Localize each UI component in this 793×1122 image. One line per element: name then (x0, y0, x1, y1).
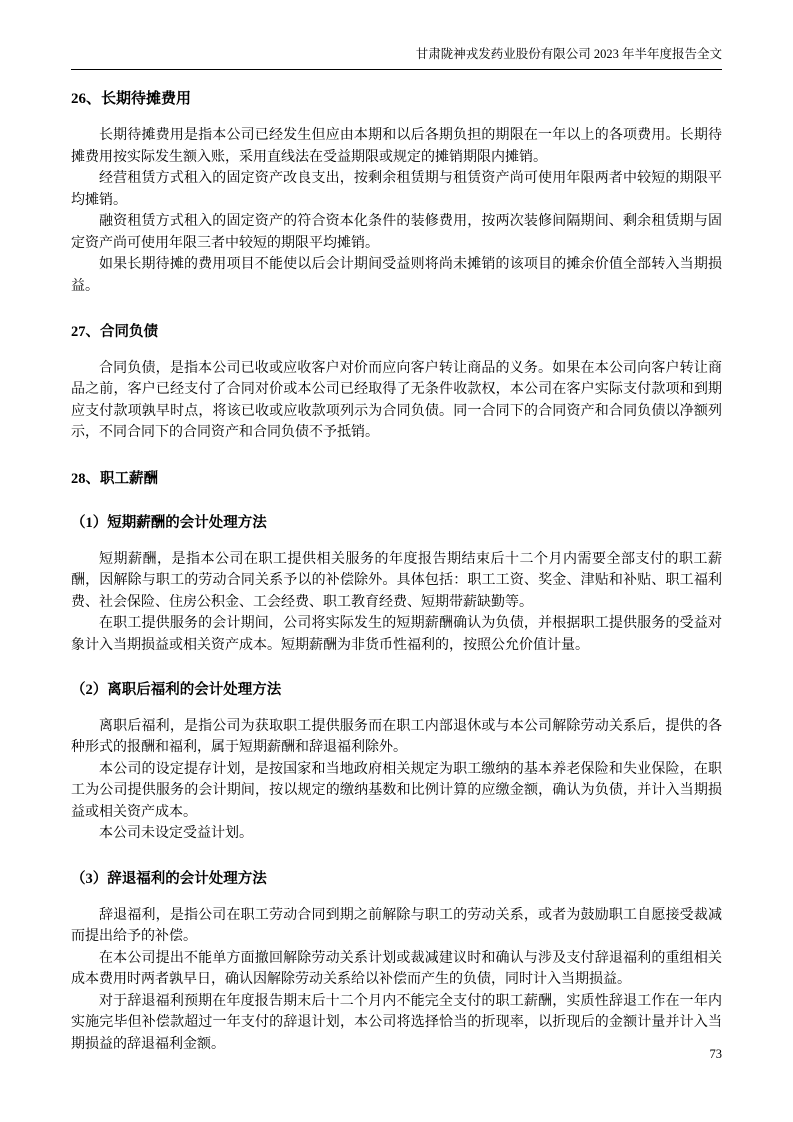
paragraph: 经营租赁方式租入的固定资产改良支出，按剩余租赁期与租赁资产尚可使用年限两者中较短的期限平均摊销。 (71, 171, 722, 208)
section-heading-27: 27、合同负债 (71, 324, 158, 340)
paragraph: 辞退福利，是指公司在职工劳动合同到期之前解除与职工的劳动关系，或者为鼓励职工自愿接受裁减而提出给予的补偿。 (71, 907, 722, 945)
paragraph: 长期待摊费用是指本公司已经发生但应由本期和以后各期负担的期限在一年以上的各项费用。长期待摊费用按实际发生额入账，采用直线法在受益期限或规定的摊销期限内摊销。 (71, 128, 722, 165)
page-header (71, 46, 722, 70)
section-heading-28: 28、职工薪酬 (71, 470, 158, 487)
paragraph: 合同负债，是指本公司已收或应收客户对价而应向客户转让商品的义务。如果在本公司向客户转让商品之前，客户已经支付了合同对价或本公司已经取得了无条件收款权，本公司在客户实际支付款项和到期应支付款项孰早时点，将该已收或应收款项列示为合同负债。同一合同下的合同资产和合同负债以净额列示，不同合同下的合同资产和合同负债不予抵销。 (71, 360, 722, 441)
paragraph: 在本公司提出不能单方面撤回解除劳动关系计划或裁减建议时和确认与涉及支付辞退福利的重组相关成本费用时两者孰早日，确认因解除劳动关系给以补偿而产生的负债，同时计入当期损益。 (71, 950, 722, 988)
section-27-body (71, 358, 722, 444)
subsection-28-1-body (71, 549, 722, 657)
paragraph: 在职工提供服务的会计期间，公司将实际发生的短期薪酬确认为负债，并根据职工提供服务的受益对象计入当期损益或相关资产成本。短期薪酬为非货币性福利的，按照公允价值计量。 (71, 616, 722, 653)
subsection-heading-28-2: （2）离职后福利的会计处理方法 (71, 682, 282, 699)
paragraph: 如果长期待摊的费用项目不能使以后会计期间受益则将尚未摊销的该项目的摊余价值全部转入当期损益。 (71, 257, 722, 294)
subsection-28-2-body (71, 716, 722, 845)
paragraph: 本公司的设定提存计划，是按国家和当地政府相关规定为职工缴纳的基本养老保险和失业保险，在职工为公司提供服务的会计期间，按以规定的缴纳基数和比例计算的应缴金额，确认为负债，并计入当期损益或相关资产成本。 (71, 761, 722, 820)
paragraph: 融资租赁方式租入的固定资产的符合资本化条件的装修费用，按两次装修间隔期间、剩余租赁期与固定资产尚可使用年限三者中较短的期限平均摊销。 (71, 214, 722, 251)
page-number: 73 (709, 1047, 722, 1061)
paragraph: 本公司未设定受益计划。 (99, 826, 253, 842)
subsection-heading-28-3: （3）辞退福利的会计处理方法 (71, 870, 267, 887)
paragraph: 短期薪酬，是指本公司在职工提供相关服务的年度报告期结束后十二个月内需要全部支付的职工薪酬，因解除与职工的劳动合同关系予以的补偿除外。具体包括：职工工资、奖金、津贴和补贴、职工福利费、社会保险、住房公积金、工会经费、职工教育经费、短期带薪缺勤等。 (71, 551, 722, 610)
paragraph: 离职后福利，是指公司为获取职工提供服务而在职工内部退休或与本公司解除劳动关系后，提供的各种形式的报酬和福利，属于短期薪酬和辞退福利除外。 (71, 718, 722, 756)
subsection-heading-28-1: （1）短期薪酬的会计处理方法 (71, 514, 267, 531)
paragraph: 对于辞退福利预期在年度报告期末后十二个月内不能完全支付的职工薪酬，实质性辞退工作在一年内实施完毕但补偿款超过一年支付的辞退计划，本公司将选择恰当的折现率，以折现后的金额计量并计入当期损益的辞退福利金额。 (71, 993, 722, 1052)
header-title: 甘肃陇神戎发药业股份有限公司 2023 年半年度报告全文 (415, 47, 722, 61)
section-heading-26: 26、长期待摊费用 (71, 90, 192, 107)
section-26-body (71, 125, 722, 297)
subsection-28-3-body (71, 905, 722, 1056)
page-content (71, 90, 722, 1056)
